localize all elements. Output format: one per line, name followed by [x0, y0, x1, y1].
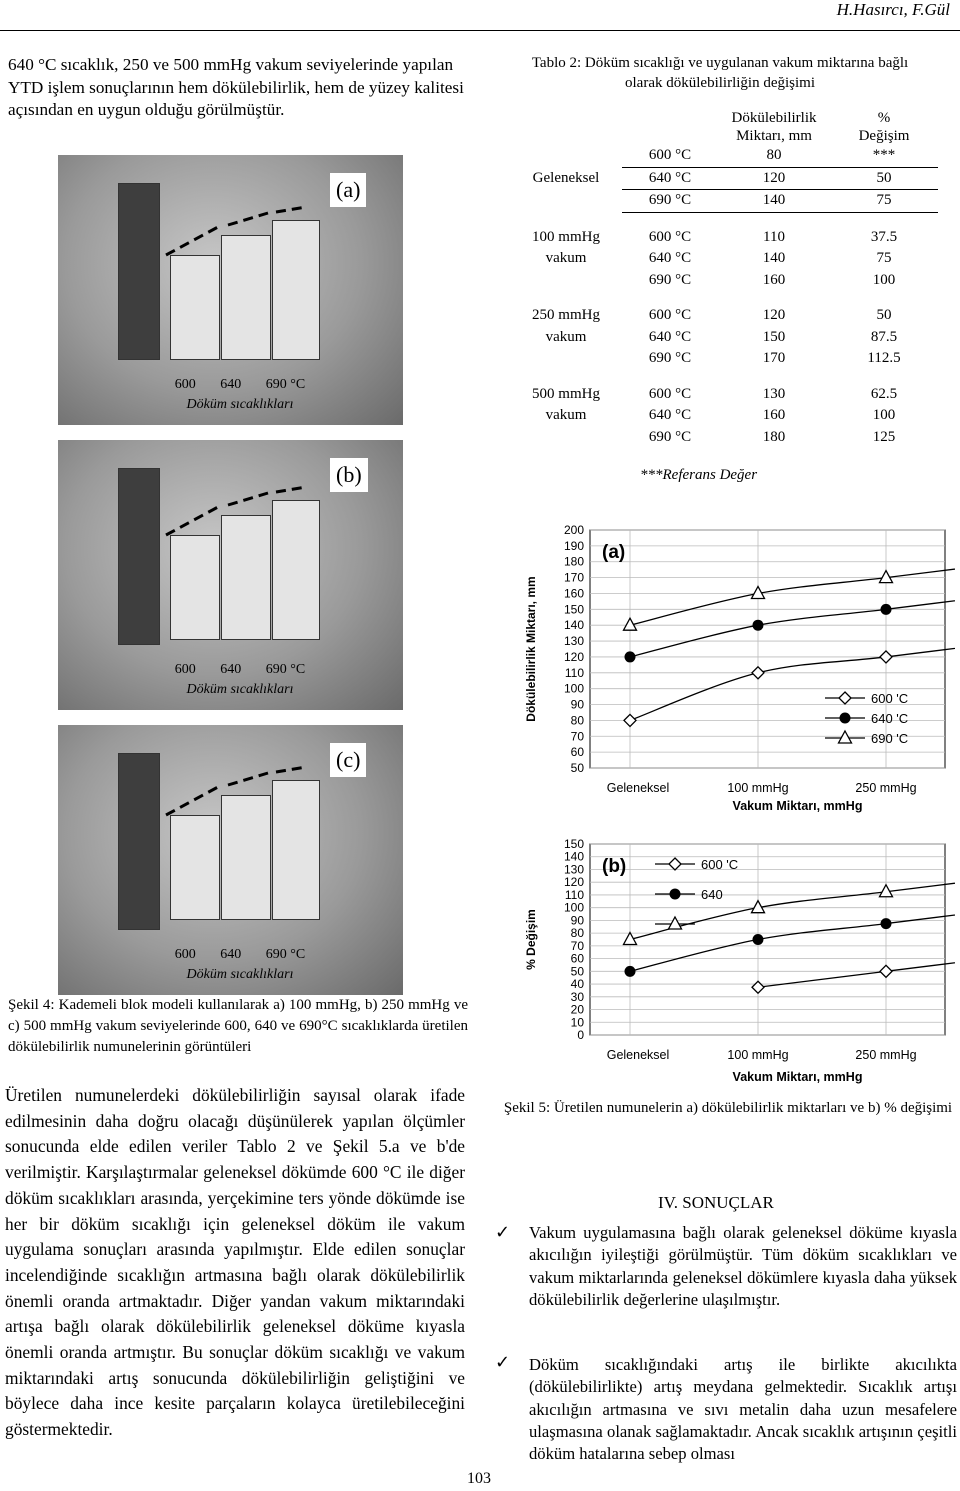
table2-footnote: ***Referans Değer [640, 467, 758, 483]
y-tick-label: 40 [570, 977, 584, 992]
data-point-circle [753, 934, 764, 945]
running-header: H.Hasırcı, F.Gül [836, 0, 950, 19]
change-cell: 75 [876, 250, 892, 267]
data-point-diamond [752, 667, 764, 679]
change-cell: 50 [830, 167, 938, 190]
y-tick-label: 140 [563, 618, 584, 633]
data-point-circle [625, 966, 636, 977]
data-point-diamond [839, 692, 851, 704]
x-tick-label: 100 mmHg [727, 781, 789, 795]
temperature-cell: 690 °C [648, 428, 692, 445]
data-point-circle [753, 620, 764, 631]
y-tick-label: 120 [563, 649, 584, 664]
table-row [510, 305, 938, 327]
panel-label: (a) [602, 542, 626, 563]
temperature-cell: 640 °C [648, 250, 692, 267]
table-spacer [510, 212, 938, 227]
group-name: Geleneksel [532, 169, 600, 186]
photo-caption: Döküm sıcaklıkları [186, 397, 294, 412]
page-number: 103 [467, 1470, 491, 1487]
group-name: 500 mmHg [532, 385, 600, 402]
fluidity-cell: 160 [762, 407, 786, 424]
temperature-cell: 600 °C [648, 385, 692, 402]
photo-label: (a) [330, 173, 366, 207]
y-tick-label: 90 [570, 913, 584, 928]
data-point-triangle [839, 731, 852, 743]
x-tick-label: 250 mmHg [855, 1048, 917, 1062]
series-line [630, 908, 955, 972]
data-point-circle [625, 651, 636, 662]
y-tick-label: 150 [563, 837, 584, 851]
table2-grid [510, 103, 938, 448]
y-tick-label: 170 [563, 570, 584, 585]
panel-label: (b) [602, 856, 627, 877]
conclusion-item-2: Döküm sıcaklığındaki artış ile birlikte akıcılıkta (dökülebilirlikte) artış meydana gelmektedir. Sıcaklık artışı akıcılığın artmasına ve sıvı metalin daha uzun mesafelere ulaşmasına olanak sağlamaktadır. Ancak sıcaklık artışının çeşitli döküm hatalarına sebep olması [529, 1355, 957, 1464]
figure5-caption: Şekil 5: Üretilen numunelerin a) dökülebilirlik miktarları ve b) % değişimi [503, 1100, 953, 1116]
photo-temperatures: 600 640 690 °C [174, 377, 306, 392]
x-axis-label: Vakum Miktarı, mmHg [732, 1070, 863, 1084]
x-tick-label: 100 mmHg [727, 1048, 789, 1062]
col-header-line4: Değişim [858, 128, 910, 144]
y-tick-label: 140 [563, 849, 584, 864]
chart-a [505, 510, 955, 820]
y-tick-label: 110 [564, 887, 584, 902]
table2 [510, 103, 940, 448]
temperature-cell: 640 °C [622, 167, 718, 190]
table-row [510, 270, 938, 292]
change-cell: 112.5 [867, 350, 901, 367]
table-row [510, 427, 938, 449]
table-row [510, 145, 938, 167]
y-tick-label: 120 [563, 875, 584, 890]
table2-title-line2: olarak dökülebilirliğin değişimi [625, 75, 815, 91]
check-icon: ✓ [495, 1222, 511, 1243]
temperature-cell: 690 °C [648, 350, 692, 367]
fluidity-cell: 110 [763, 228, 785, 245]
body-paragraph: Üretilen numunelerdeki dökülebilirliğin sayısal olarak ifade edilmesinin daha doğru olacağı düşünülerek yapılan ölçümler sonucunda elde edilen veriler Tablo 2 ve Şekil 5.a ve b'de verilmiştir. Karşılaştırmalar geleneksel dökümde 600 °C ile diğer döküm sıcaklıkları arasında, yerçekimine ters yönde dökümde ise her bir döküm sıcaklığı için geleneksel döküm ile vakum uygulama sonuçları arasında yapılmıştır. Elde edilen sonuçlar incelendiğinde sıcaklığın artmasına bağlı olarak dökülebilirlik önemli oranda artmaktadır. Diğer yandan vakum miktarındaki artışa bağlı olarak dökülebilirlik geleneksel döküme kıyasla önemli oranda artmıştır. Bu sonuçlar döküm sıcaklığı ve vakum miktarındaki artış sonucunda dökülebilirliğin geliştiğini ve böylece daha ince kesite parçaların kolayca üretilebileceğini göstermektedir. [5, 1085, 465, 1440]
y-tick-label: 70 [570, 729, 584, 744]
change-cell: 50 [876, 307, 892, 324]
legend-label: 690 'C [871, 731, 909, 746]
y-tick-label: 200 [563, 523, 584, 537]
fluidity-cell: 140 [762, 250, 786, 267]
y-tick-label: 20 [570, 1002, 584, 1017]
y-tick-label: 60 [570, 951, 584, 966]
group-name: 100 mmHg [532, 228, 600, 245]
group-name [510, 145, 622, 167]
col-header-line3: % [877, 110, 891, 126]
photo-temperatures: 600 640 690 °C [174, 662, 306, 677]
y-tick-label: 130 [563, 862, 584, 877]
y-tick-label: 80 [570, 713, 584, 728]
x-tick-label: 250 mmHg [855, 781, 917, 795]
y-tick-label: 30 [570, 989, 584, 1004]
x-tick-label: Geleneksel [606, 781, 670, 795]
data-point-diamond [669, 858, 681, 870]
fluidity-cell: 170 [762, 350, 786, 367]
temperature-cell: 600 °C [622, 145, 718, 167]
data-point-circle [670, 889, 681, 900]
conclusions-heading: IV. SONUÇLAR [658, 1193, 774, 1212]
photo-label: (c) [330, 743, 366, 777]
y-axis-label: Dökülebilirlik Miktarı, mm [524, 576, 538, 722]
change-cell: 100 [872, 407, 896, 424]
temperature-cell: 640 °C [648, 328, 692, 345]
group-name [510, 427, 622, 449]
table-row [510, 405, 938, 427]
group-name: vakum [545, 250, 587, 267]
col-header-line1: Dökülebilirlik [731, 110, 817, 126]
data-point-circle [881, 604, 892, 615]
y-tick-label: 180 [563, 554, 584, 569]
col-header-line2: Miktarı, mm [736, 128, 812, 144]
data-point-triangle [669, 917, 682, 929]
change-cell: 87.5 [870, 328, 898, 345]
change-cell: 125 [872, 428, 896, 445]
plot-frame [590, 844, 945, 1035]
figure4-caption: Şekil 4: Kademeli blok modeli kullanılarak a) 100 mmHg, b) 250 mmHg ve c) 500 mmHg vakum seviyelerinde 600, 640 ve 690°C sıcaklıklarda üretilen dökülebilirlik numunelerinin görüntüleri [8, 997, 468, 1055]
table-row [510, 167, 938, 190]
fluidity-cell: 160 [762, 271, 786, 288]
y-tick-label: 100 [563, 900, 584, 915]
intro-paragraph: 640 °C sıcaklık, 250 ve 500 mmHg vakum seviyelerinde yapılan YTD işlem sonuçlarının hem dökülebilirlik, hem de yüzey kalitesi açısından en uygun olduğu görülmüştür. [8, 55, 464, 119]
table-row [510, 248, 938, 270]
group-name [510, 270, 622, 292]
data-point-diamond [752, 981, 764, 993]
photo-label: (b) [330, 458, 368, 492]
y-axis-label: % Değişim [524, 909, 538, 970]
y-tick-label: 50 [570, 964, 584, 979]
data-point-diamond [880, 651, 892, 663]
fluidity-cell: 140 [718, 190, 830, 213]
temperature-cell: 690 °C [648, 271, 692, 288]
data-point-circle [881, 918, 892, 929]
y-tick-label: 50 [570, 761, 584, 775]
y-tick-label: 70 [570, 938, 584, 953]
y-tick-label: 80 [570, 926, 584, 941]
photo-temperatures: 600 640 690 °C [174, 947, 306, 962]
photo-caption: Döküm sıcaklıkları [186, 967, 294, 982]
table-row [510, 327, 938, 349]
change-cell: *** [830, 145, 938, 167]
y-tick-label: 10 [570, 1015, 584, 1030]
change-cell: 75 [830, 190, 938, 213]
x-tick-label: Geleneksel [606, 1048, 670, 1062]
y-tick-label: 90 [570, 697, 584, 712]
table2-title [500, 53, 940, 93]
data-point-circle [840, 713, 851, 724]
fluidity-cell: 80 [718, 145, 830, 167]
change-cell: 37.5 [870, 228, 898, 245]
temperature-cell: 600 °C [648, 307, 692, 324]
y-tick-label: 190 [563, 538, 584, 553]
fluidity-cell: 150 [762, 328, 786, 345]
group-name [510, 348, 622, 370]
y-tick-label: 0 [577, 1028, 584, 1042]
table-row [510, 384, 938, 406]
table-row [510, 227, 938, 249]
y-tick-label: 60 [570, 745, 584, 760]
fluidity-cell: 130 [762, 385, 786, 402]
group-name: 250 mmHg [532, 307, 600, 324]
table-spacer [510, 370, 938, 384]
fluidity-cell: 120 [718, 167, 830, 190]
legend-label: 640 'C [871, 711, 909, 726]
temperature-cell: 600 °C [648, 228, 692, 245]
x-axis-label: Vakum Miktarı, mmHg [732, 799, 863, 813]
series-line [630, 641, 955, 720]
photo-caption: Döküm sıcaklıkları [186, 682, 294, 697]
col-header-degisim [830, 103, 938, 145]
table-row [510, 190, 938, 213]
table-spacer [510, 291, 938, 305]
fluidity-cell: 180 [762, 428, 786, 445]
data-point-diamond [624, 714, 636, 726]
y-tick-label: 130 [563, 634, 584, 649]
group-name: vakum [545, 328, 587, 345]
change-cell: 100 [872, 271, 896, 288]
change-cell: 62.5 [870, 385, 898, 402]
fluidity-cell: 120 [762, 307, 786, 324]
group-name [510, 190, 622, 213]
check-icon: ✓ [495, 1352, 511, 1373]
data-point-diamond [880, 965, 892, 977]
y-tick-label: 160 [563, 586, 584, 601]
conclusion-item-1: Vakum uygulamasına bağlı olarak geleneksel döküme kıyasla akıcılığın iyileştiği görülmüştür. Tüm döküm sıcaklıkları ve vakum miktarlarında geleneksel dökümlere kıyasla daha yüksek dökülebilirlik değerlerine ulaşılmıştır. [529, 1223, 957, 1309]
y-tick-label: 100 [563, 681, 584, 696]
group-name: vakum [545, 407, 587, 424]
legend-label: 640 [701, 887, 723, 902]
y-tick-label: 110 [564, 665, 584, 680]
y-tick-label: 150 [563, 602, 584, 617]
legend-label: 600 'C [871, 691, 909, 706]
col-header-dokulebilirlik [718, 103, 830, 145]
legend-label: 600 'C [701, 857, 739, 872]
table-row [510, 348, 938, 370]
table2-title-line1: Tablo 2: Döküm sıcaklığı ve uygulanan vakum miktarına bağlı [531, 55, 909, 71]
chart-b [505, 830, 955, 1085]
header-rule [0, 30, 960, 31]
temperature-cell: 640 °C [648, 407, 692, 424]
temperature-cell: 690 °C [622, 190, 718, 213]
